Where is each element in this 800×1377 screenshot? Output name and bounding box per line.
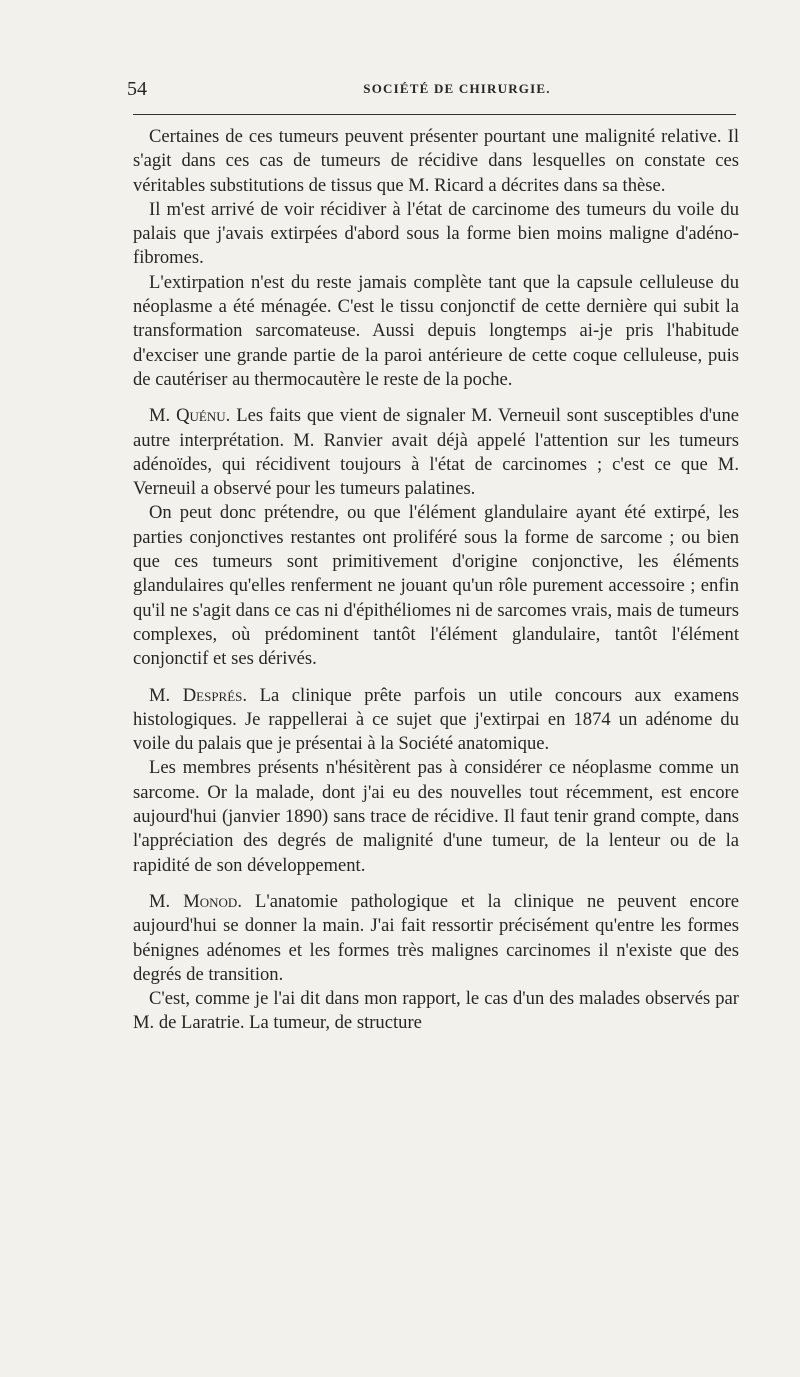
paragraph [133, 890, 739, 987]
paragraph-text: La clinique prête parfois un utile concours aux examens histologiques. Je rappellerai à ce sujet que j'extirpai en 1874 un adénome du voile du palais que je présentai à la Société anatomique. [133, 684, 739, 755]
running-title: SOCIÉTÉ DE CHIRURGIE. [363, 81, 551, 96]
paragraph-text: L'anatomie pathologique et la clinique ne peuvent encore aujourd'hui se donner la main. J'ai fait ressortir précisément qu'entre les formes bénignes adénomes et les formes très malignes carcinomes il n'existe que des degrés de transition. [133, 890, 739, 985]
paragraph [133, 684, 739, 757]
paragraph-text: Les membres présents n'hésitèrent pas à considérer ce néoplasme comme un sarcome. Or la malade, dont j'ai eu des nouvelles tout récemment, est encore aujourd'hui (janvier 1890) sans trace de récidive. Il faut tenir grand compte, dans l'appréciation des degrés de malignité d'une tumeur, de la lenteur ou de la rapidité de son développement. [133, 757, 739, 876]
paragraph-text: L'extirpation n'est du reste jamais complète tant que la capsule celluleuse du néoplasme a été ménagée. C'est le tissu conjonctif de cette dernière qui subit la transformation sarcomateuse. Aussi depuis longtemps ai-je pris l'habitude d'exciser une grande partie de la paroi antérieure de cette coque celluleuse, puis de cautériser au thermocautère le reste de la poche. [133, 271, 739, 390]
page-number: 54 [127, 78, 147, 100]
paragraph [133, 404, 739, 501]
paragraph-text: C'est, comme je l'ai dit dans mon rapport, le cas d'un des malades observés par M. de Laratrie. La tumeur, de structure [133, 988, 739, 1034]
paragraph-text: On peut donc prétendre, ou que l'élément glandulaire ayant été extirpé, les parties conjonctives restantes ont proliféré sous la forme de sarcome ; ou bien que ces tumeurs sont primitivement d'origine conjonctive, les éléments glandulaires qu'elles renferment ne jouant qu'un rôle purement accessoire ; enfin qu'il ne s'agit dans ce cas ni d'épithéliomes ni de sarcomes vrais, mais de tumeurs complexes, où prédominent tantôt l'élément glandulaire, tantôt l'élément conjonctif et ses dérivés. [133, 502, 739, 670]
paragraph [133, 756, 739, 877]
speaker-name: M. Després. [149, 684, 248, 706]
paragraph [133, 125, 739, 198]
header-rule [133, 114, 736, 115]
paragraph [133, 271, 739, 392]
page-header [127, 78, 739, 102]
body-text [133, 125, 739, 1036]
paragraph [133, 987, 739, 1036]
paragraph-text: Les faits que vient de signaler M. Verneuil sont susceptibles d'une autre interprétation. M. Ranvier avait déjà appelé l'attention sur les tumeurs adénoïdes, qui récidivent toujours à l'état de carcinomes ; c'est ce que M. Verneuil a observé pour les tumeurs palatines. [133, 405, 739, 500]
paragraph-text: Certaines de ces tumeurs peuvent présenter pourtant une malignité relative. Il s'agit dans ces cas de tumeurs de récidive dans lesquelles on constate ces véritables substitutions de tissus que M. Ricard a décrites dans sa thèse. [133, 126, 739, 196]
speaker-name: M. Quénu. [149, 405, 231, 427]
speaker-name: M. Monod. [149, 890, 242, 912]
paragraph [133, 198, 739, 271]
paragraph-text: Il m'est arrivé de voir récidiver à l'état de carcinome des tumeurs du voile du palais que j'avais extirpées d'abord sous la forme bien moins maligne d'adéno-fibromes. [133, 198, 739, 269]
paragraph [133, 501, 739, 671]
